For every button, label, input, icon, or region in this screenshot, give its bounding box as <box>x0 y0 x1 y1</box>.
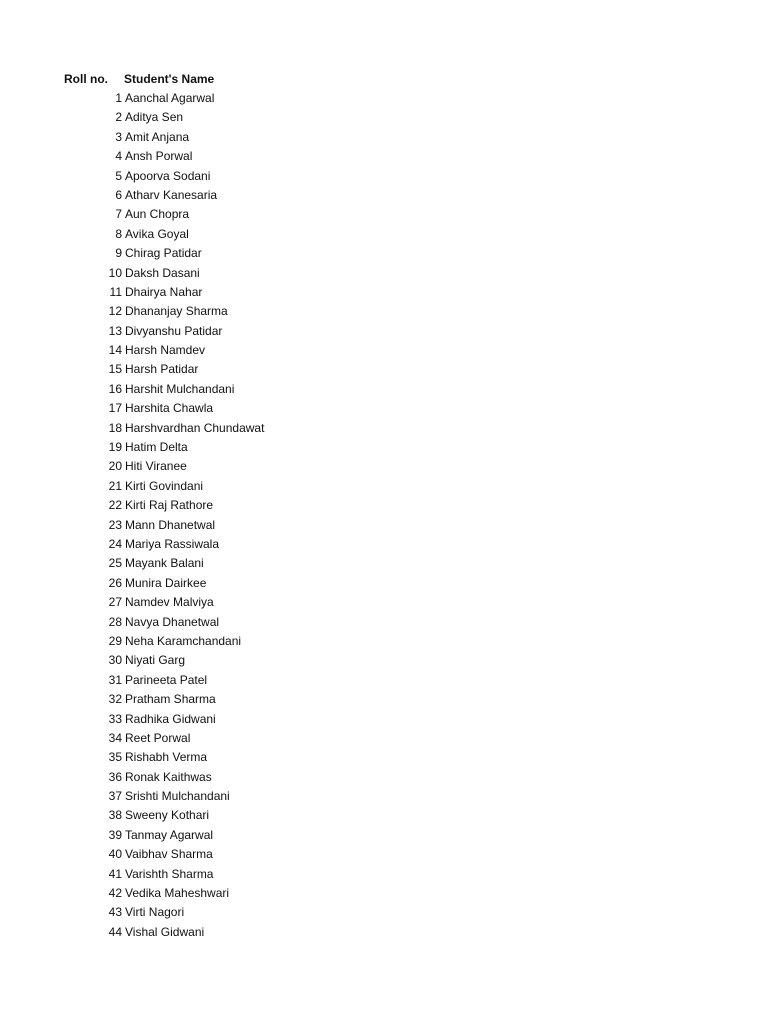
student-name: Pratham Sharma <box>125 692 216 707</box>
table-row <box>0 89 768 108</box>
student-name: Varishth Sharma <box>125 866 214 881</box>
student-name: Neha Karamchandani <box>125 633 242 648</box>
table-row <box>0 884 768 903</box>
roll-number: 26 <box>108 575 122 590</box>
roll-number: 14 <box>108 343 122 358</box>
table-row <box>0 632 768 651</box>
table-row <box>0 283 768 302</box>
student-name: Vishal Gidwani <box>125 924 205 939</box>
table-row <box>0 516 768 535</box>
table-row <box>0 380 768 399</box>
roll-number: 18 <box>108 420 122 435</box>
student-name: Harshit Mulchandani <box>125 381 235 396</box>
table-row <box>0 826 768 845</box>
student-name: Dhairya Nahar <box>125 284 203 299</box>
table-header <box>64 70 464 89</box>
student-name: Navya Dhanetwal <box>125 614 220 629</box>
roll-number: 25 <box>108 556 122 571</box>
student-name: Ansh Porwal <box>125 149 193 164</box>
table-row <box>0 186 768 205</box>
table-row <box>0 147 768 166</box>
table-row <box>0 651 768 670</box>
student-name: Radhika Gidwani <box>125 711 216 726</box>
student-name: Sweeny Kothari <box>125 808 210 823</box>
table-row <box>0 302 768 321</box>
student-name: Mayank Balani <box>125 556 204 571</box>
roll-number: 1 <box>115 91 122 105</box>
student-name: Avika Goyal <box>125 226 189 241</box>
roll-number: 16 <box>108 381 122 396</box>
roll-number: 5 <box>115 168 122 183</box>
roll-number: 38 <box>108 808 122 823</box>
table-row <box>0 322 768 341</box>
table-row <box>0 496 768 515</box>
student-name: Daksh Dasani <box>125 265 200 280</box>
student-name: Niyati Garg <box>125 653 186 668</box>
table-row <box>0 845 768 864</box>
roll-number: 36 <box>108 769 122 784</box>
student-name: Chirag Patidar <box>125 246 202 261</box>
table-row <box>0 399 768 418</box>
roll-number: 44 <box>108 924 122 939</box>
roll-number: 34 <box>108 730 122 745</box>
header-roll-no: Roll no. <box>64 72 108 86</box>
roll-number: 23 <box>108 517 122 532</box>
table-row <box>0 419 768 438</box>
student-name: Aun Chopra <box>125 207 190 222</box>
table-row <box>0 768 768 787</box>
student-name: Parineeta Patel <box>125 672 208 687</box>
student-name: Mann Dhanetwal <box>125 517 216 532</box>
student-name: Namdev Malviya <box>125 595 214 610</box>
roll-number: 9 <box>115 246 122 261</box>
student-name: Harsh Namdev <box>125 343 206 358</box>
student-name: Rishabh Verma <box>125 750 208 765</box>
header-student-name: Student's Name <box>124 72 215 86</box>
table-row <box>0 574 768 593</box>
table-row <box>0 341 768 360</box>
table-row <box>0 710 768 729</box>
student-name: Harshita Chawla <box>125 401 214 416</box>
table-row <box>0 923 768 942</box>
roll-number: 17 <box>108 401 122 416</box>
roll-number: 8 <box>115 226 122 241</box>
roll-number: 12 <box>108 304 122 319</box>
table-row <box>0 554 768 573</box>
student-name: Munira Dairkee <box>125 575 207 590</box>
student-name: Kirti Govindani <box>125 478 204 493</box>
roll-number: 15 <box>108 362 122 377</box>
roll-number: 24 <box>108 536 122 551</box>
roll-number: 13 <box>108 323 122 338</box>
roll-number: 27 <box>108 595 122 610</box>
student-name: Atharv Kanesaria <box>125 187 218 202</box>
roll-number: 33 <box>108 711 122 726</box>
table-row <box>0 787 768 806</box>
student-name: Dhananjay Sharma <box>125 304 228 319</box>
roll-number: 42 <box>108 886 122 901</box>
table-row <box>0 806 768 825</box>
roll-number: 30 <box>108 653 122 668</box>
student-list <box>0 89 768 942</box>
roll-number: 22 <box>108 498 122 513</box>
student-name: Ronak Kaithwas <box>125 769 212 784</box>
table-row <box>0 108 768 127</box>
student-name: Amit Anjana <box>125 129 190 144</box>
table-row <box>0 167 768 186</box>
student-name: Tanmay Agarwal <box>125 827 214 842</box>
roll-number: 7 <box>115 207 122 222</box>
table-row <box>0 360 768 379</box>
table-row <box>0 690 768 709</box>
table-row <box>0 903 768 922</box>
roll-number: 10 <box>108 265 122 280</box>
roll-number: 6 <box>115 187 122 202</box>
student-name: Hiti Viranee <box>125 459 187 474</box>
student-name: Divyanshu Patidar <box>125 323 223 338</box>
roll-number: 28 <box>108 614 122 629</box>
roll-number: 2 <box>115 110 122 125</box>
roll-number: 11 <box>109 284 122 299</box>
roll-number: 31 <box>108 672 122 687</box>
student-name: Mariya Rassiwala <box>125 536 220 551</box>
student-name: Harsh Patidar <box>125 362 199 377</box>
table-row <box>0 748 768 767</box>
table-row <box>0 264 768 283</box>
student-name: Hatim Delta <box>125 440 188 455</box>
table-row <box>0 593 768 612</box>
table-row <box>0 225 768 244</box>
roll-number: 29 <box>108 633 122 648</box>
roll-number: 19 <box>108 440 122 455</box>
student-name: Apoorva Sodani <box>125 168 211 183</box>
roll-number: 20 <box>108 459 122 474</box>
roll-number: 4 <box>115 149 122 164</box>
roll-number: 39 <box>108 827 122 842</box>
student-name: Aditya Sen <box>125 110 184 125</box>
student-name: Kirti Raj Rathore <box>125 498 214 513</box>
student-name: Srishti Mulchandani <box>125 789 230 804</box>
table-row <box>0 128 768 147</box>
student-name: Vedika Maheshwari <box>125 886 230 901</box>
roll-number: 37 <box>108 789 122 804</box>
table-row <box>0 613 768 632</box>
student-name: Aanchal Agarwal <box>125 91 215 105</box>
student-name: Vaibhav Sharma <box>125 847 213 862</box>
table-row <box>0 865 768 884</box>
student-name: Virti Nagori <box>125 905 185 920</box>
table-row <box>0 671 768 690</box>
table-row <box>0 438 768 457</box>
table-row <box>0 535 768 554</box>
roll-number: 41 <box>108 866 122 881</box>
table-row <box>0 244 768 263</box>
roll-number: 40 <box>108 847 122 862</box>
roll-number: 43 <box>108 905 122 920</box>
student-name: Harshvardhan Chundawat <box>125 420 265 435</box>
roll-number: 35 <box>108 750 122 765</box>
table-row <box>0 457 768 476</box>
roll-number: 3 <box>115 129 122 144</box>
roll-number: 21 <box>108 478 122 493</box>
roll-number: 32 <box>108 692 122 707</box>
table-row <box>0 729 768 748</box>
table-row <box>0 205 768 224</box>
student-name: Reet Porwal <box>125 730 191 745</box>
table-row <box>0 477 768 496</box>
